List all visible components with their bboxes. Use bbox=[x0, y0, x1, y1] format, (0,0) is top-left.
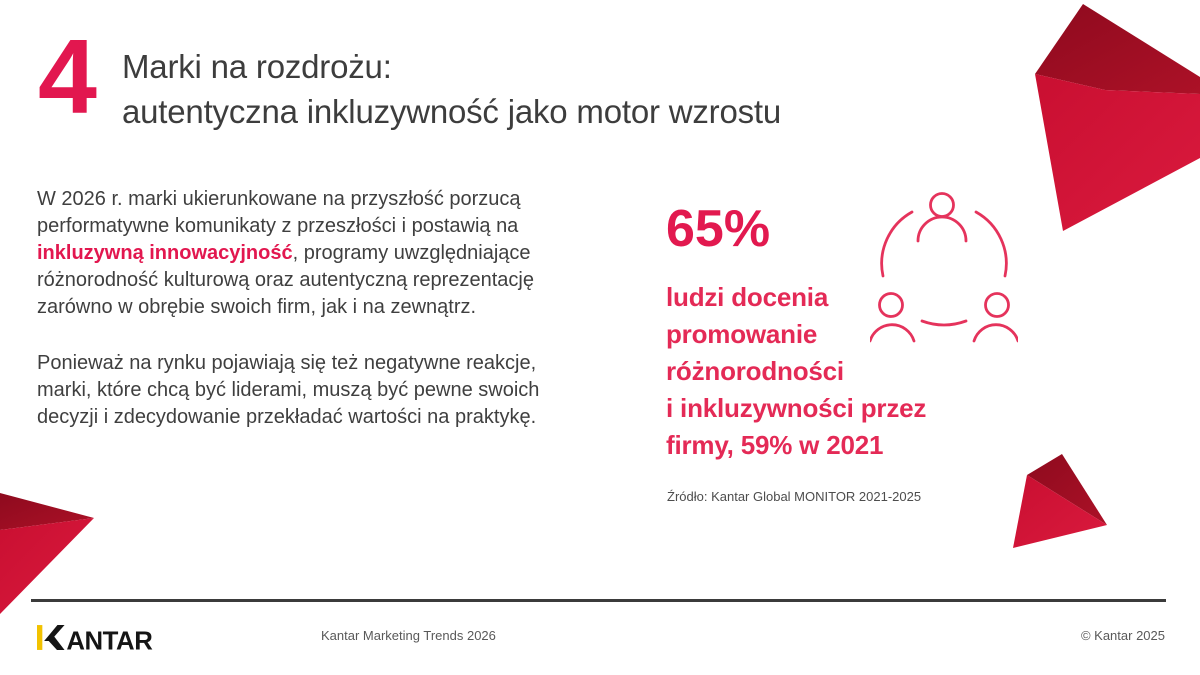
slide-title bbox=[122, 44, 781, 134]
footer-deck-title: Kantar Marketing Trends 2026 bbox=[321, 628, 496, 643]
slide-number: 4 bbox=[38, 18, 95, 136]
link-arc-bottom bbox=[922, 321, 966, 325]
body-paragraph-2: Ponieważ na rynku pojawiają się też negatywne reakcje, marki, które chcą być liderami, muszą być pewne swoich decyzji i zdecydowanie przekładać wartości na praktykę. bbox=[37, 352, 540, 428]
source-note: Źródło: Kantar Global MONITOR 2021-2025 bbox=[667, 489, 922, 504]
person-shoulders-right bbox=[974, 325, 1018, 341]
body-text bbox=[37, 186, 593, 431]
person-shoulders-top bbox=[918, 217, 966, 241]
decor-tetrahedron-top-right bbox=[1035, 4, 1200, 231]
link-arc-right bbox=[976, 212, 1006, 276]
decor-triangle-bottom-left bbox=[0, 493, 94, 614]
stat-line: ludzi docenia bbox=[666, 282, 829, 312]
stat-line: i inkluzywności przez bbox=[666, 393, 927, 423]
body-paragraph-1 bbox=[37, 186, 593, 321]
kantar-logo bbox=[37, 623, 157, 652]
person-head-left bbox=[880, 294, 903, 317]
slide-title-line2: autentyczna inkluzywność jako motor wzrostu bbox=[122, 93, 782, 130]
person-shoulders-left bbox=[870, 325, 914, 341]
slide-title-line1: Marki na rozdrożu: bbox=[122, 48, 392, 85]
body-p1-highlight: inkluzywną innowacyjność bbox=[37, 242, 293, 264]
decor-tetrahedron-right-middle bbox=[1013, 454, 1107, 548]
body-p1-before: W 2026 r. marki ukierunkowane na przyszłość porzucą performatywne komunikaty z przeszłości i postawią na bbox=[37, 188, 521, 237]
stat-value: 65% bbox=[666, 200, 771, 258]
kantar-logo-text: ANTAR bbox=[66, 627, 153, 652]
link-arc-left bbox=[882, 212, 912, 276]
stat-line: różnorodności bbox=[666, 356, 844, 386]
footer-copyright: © Kantar 2025 bbox=[1080, 628, 1165, 643]
three-people-community-icon bbox=[870, 192, 1018, 344]
stat-line: promowanie bbox=[666, 319, 818, 349]
body-p1-after: , programy uwzględniające różnorodność kulturową oraz autentyczną reprezentację zarówno w obrębie swoich firm, jak i na zewnątrz. bbox=[37, 242, 534, 318]
footer-divider bbox=[31, 599, 1166, 602]
person-head-right bbox=[986, 294, 1009, 317]
person-head-top bbox=[931, 194, 954, 217]
kantar-logo-k-stem bbox=[37, 625, 42, 650]
stat-line: firmy, 59% w 2021 bbox=[666, 430, 884, 460]
